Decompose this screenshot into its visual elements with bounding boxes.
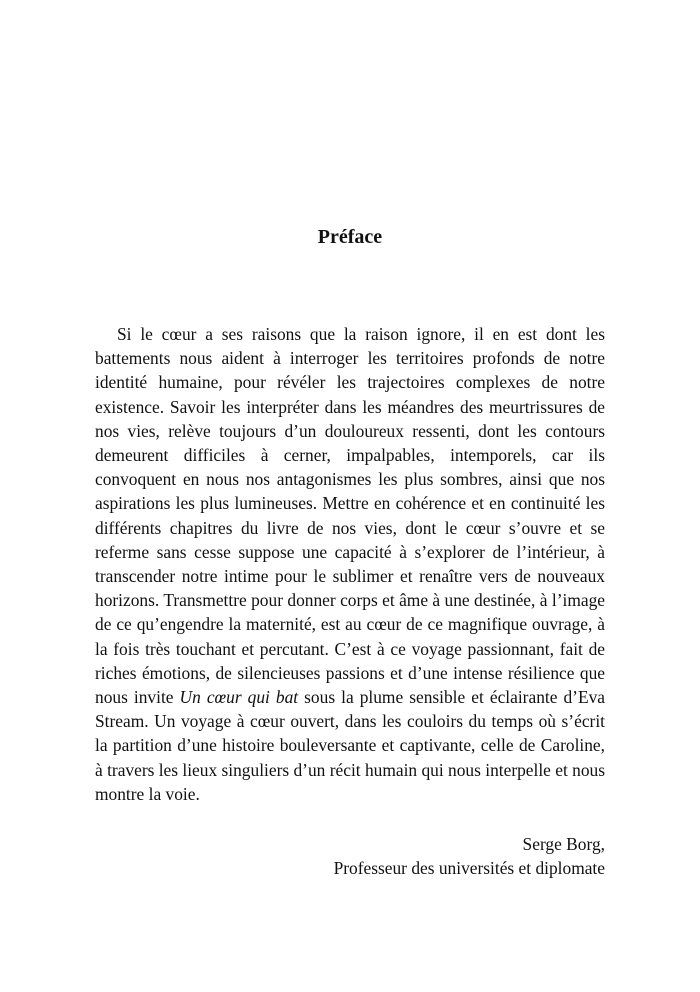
preface-paragraph [95, 322, 605, 806]
paragraph-text-before-title: Si le cœur a ses raisons que la raison ignore, il en est dont les battements nous aident à interroger les territoires profonds de notre identité humaine, pour révéler les trajectoires complexes de notre existence. Savoir les interpréter dans les méandres des meurtrissures de nos vies, relève toujours d’un douloureux ressenti, dont les contours demeurent difficiles à cerner, impalpables, intemporels, car ils convoquent en nous nos antagonismes les plus sombres, ainsi que nos aspirations les plus lumineuses. Mettre en cohérence et en continuité les différents chapitres du livre de nos vies, dont le cœur s’ouvre et se referme sans cesse suppose une capacité à s’explorer de l’intérieur, à transcender notre intime pour le sublimer et renaître vers de nouveaux horizons. Transmettre pour donner corps et âme à une destinée, à l’image de ce qu’engendre la maternité, est au cœur de ce magnifique ouvrage, à la fois très touchant et percutant. C’est à ce voyage passionnant, fait de riches émotions, de silencieuses passions et d’une intense résilience que nous invite [95, 324, 605, 708]
signature-name: Serge Borg, [522, 834, 605, 854]
book-title: Un cœur qui bat [179, 687, 299, 708]
signature-block [95, 832, 605, 880]
signature-role: Professeur des universités et diplomate [333, 858, 605, 879]
paragraph-text-after-title: sous la plume sensible et éclairante d’Eva Stream. Un voyage à cœur ouvert, dans les couloirs du temps où s’écrit la partition d’une histoire bouleversante et captivante, celle de Caroline, à travers les lieux singuliers d’un récit humain qui nous interpelle et nous montre la voie. [95, 687, 606, 804]
page-title: Préface [317, 226, 383, 248]
